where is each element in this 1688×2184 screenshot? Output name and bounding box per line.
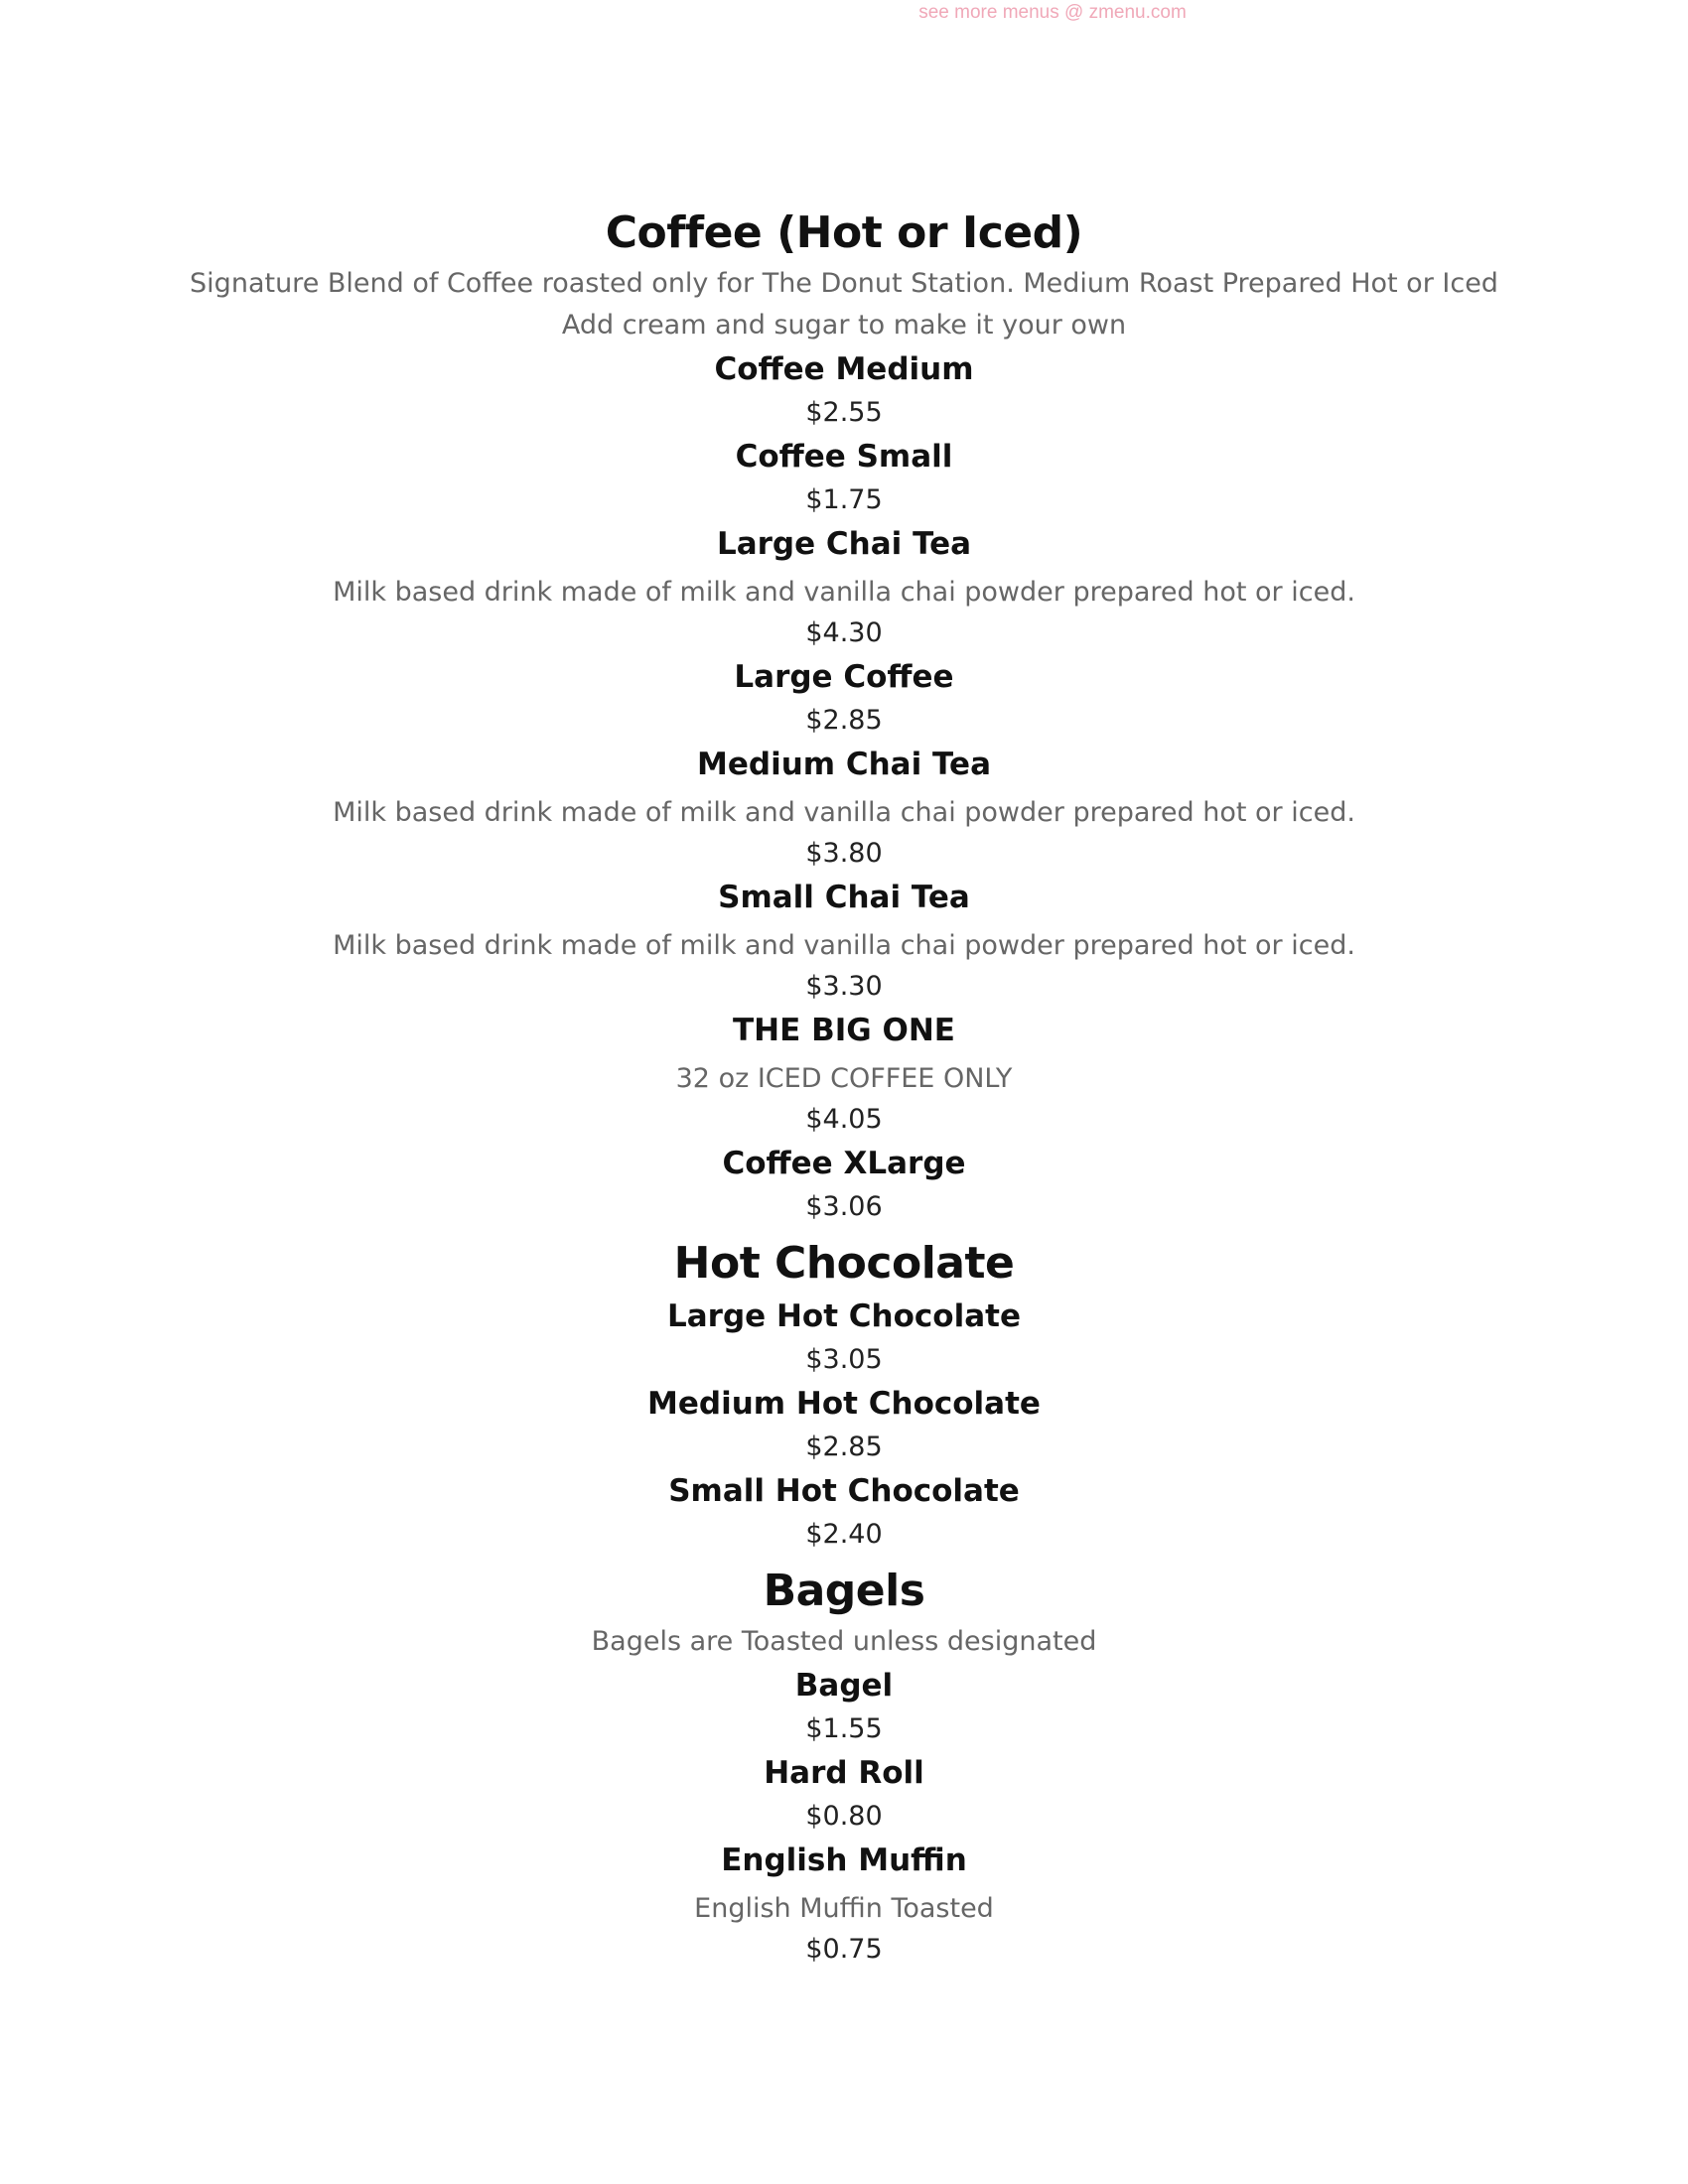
item-name: Small Chai Tea xyxy=(718,880,970,915)
menu-item xyxy=(0,434,1688,521)
menu-item xyxy=(0,875,1688,1008)
item-description: Milk based drink made of milk and vanilla chai powder prepared hot or iced. xyxy=(333,930,1355,961)
item-name: Hard Roll xyxy=(764,1755,924,1791)
section-coffee xyxy=(0,204,1688,1228)
item-price: $3.06 xyxy=(805,1191,883,1222)
menu-item xyxy=(0,1663,1688,1750)
menu-item xyxy=(0,1294,1688,1381)
item-price: $4.30 xyxy=(805,617,883,648)
item-price: $4.05 xyxy=(805,1104,883,1135)
item-price: $3.05 xyxy=(805,1344,883,1375)
item-name: THE BIG ONE xyxy=(733,1013,955,1048)
section-hot-chocolate xyxy=(0,1234,1688,1556)
section-description: Add cream and sugar to make it your own xyxy=(561,310,1127,341)
item-price: $2.85 xyxy=(805,705,883,736)
item-name: Medium Chai Tea xyxy=(697,747,991,782)
item-price: $2.40 xyxy=(805,1519,883,1550)
section-bagels xyxy=(0,1562,1688,1971)
item-name: Large Coffee xyxy=(734,659,954,695)
menu-item xyxy=(0,1468,1688,1556)
watermark-link[interactable]: see more menus @ zmenu.com xyxy=(918,2,1187,23)
menu-item xyxy=(0,1838,1688,1971)
item-name: Bagel xyxy=(794,1668,894,1704)
item-description: 32 oz ICED COFFEE ONLY xyxy=(675,1063,1013,1094)
item-price: $2.55 xyxy=(805,397,883,428)
menu-item xyxy=(0,1141,1688,1228)
item-name: Medium Hot Chocolate xyxy=(647,1386,1041,1422)
item-price: $0.80 xyxy=(805,1801,883,1832)
section-title: Hot Chocolate xyxy=(673,1238,1015,1289)
item-name: English Muffin xyxy=(721,1843,967,1878)
item-name: Coffee Medium xyxy=(714,351,974,387)
section-description: Signature Blend of Coffee roasted only for The Donut Station. Medium Roast Prepared Hot or Iced xyxy=(190,268,1498,299)
item-price: $3.80 xyxy=(805,838,883,869)
menu-item xyxy=(0,521,1688,654)
section-description: Bagels are Toasted unless designated xyxy=(591,1626,1097,1657)
item-price: $1.55 xyxy=(805,1713,883,1744)
menu-item xyxy=(0,1750,1688,1838)
item-name: Coffee XLarge xyxy=(722,1146,966,1181)
item-description: Milk based drink made of milk and vanilla chai powder prepared hot or iced. xyxy=(333,577,1355,608)
menu-item xyxy=(0,1008,1688,1141)
item-price: $1.75 xyxy=(805,484,883,515)
item-price: $3.30 xyxy=(805,971,883,1002)
item-name: Small Hot Chocolate xyxy=(668,1473,1020,1509)
item-price: $0.75 xyxy=(805,1934,883,1965)
item-name: Large Hot Chocolate xyxy=(666,1298,1021,1334)
menu-item xyxy=(0,742,1688,875)
item-description: English Muffin Toasted xyxy=(694,1893,994,1924)
menu-item xyxy=(0,346,1688,434)
item-description: Milk based drink made of milk and vanilla chai powder prepared hot or iced. xyxy=(333,797,1355,828)
item-price: $2.85 xyxy=(805,1432,883,1462)
section-title: Coffee (Hot or Iced) xyxy=(605,207,1083,258)
menu-item xyxy=(0,1381,1688,1468)
item-name: Large Chai Tea xyxy=(716,526,972,562)
section-title: Bagels xyxy=(763,1566,925,1616)
menu-document xyxy=(0,204,1688,1971)
menu-item xyxy=(0,654,1688,742)
item-name: Coffee Small xyxy=(735,439,953,475)
